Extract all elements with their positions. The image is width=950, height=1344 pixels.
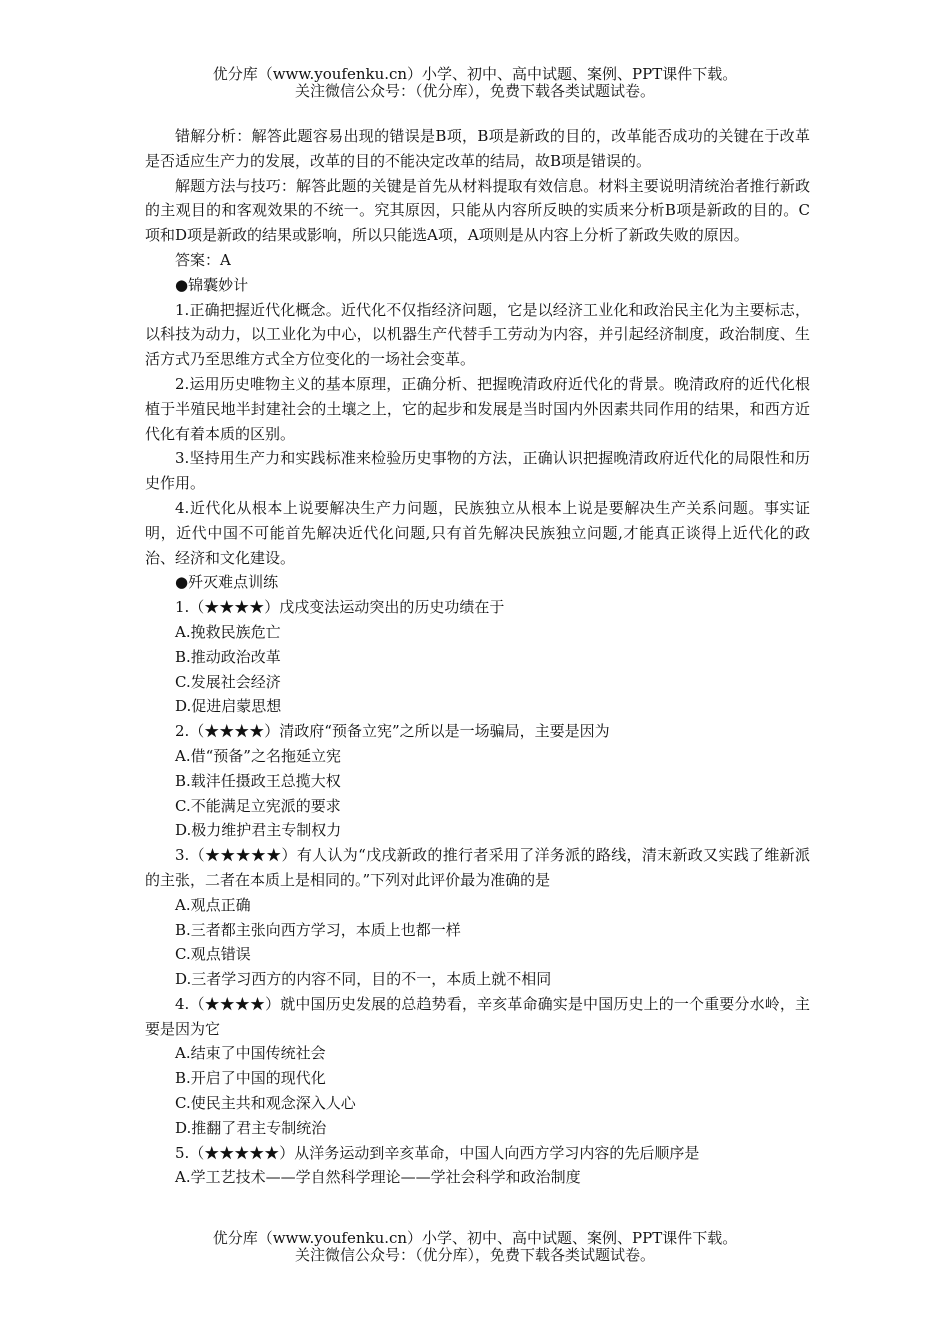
method-paragraph: 解题方法与技巧：解答此题的关键是首先从材料提取有效信息。材料主要说明清统治者推行新政的主观目的和客观效果的不统一。究其原因，只能从内容所反映的实质来分析B项是新政的目的。C项和D项是新政的结果或影响，所以只能选A项，A项则是从内容上分析了新政失败的原因。	[145, 176, 810, 245]
tip-item: 2.运用历史唯物主义的基本原理，正确分析、把握晚清政府近代化的背景。晚清政府的近代化根植于半殖民地半封建社会的土壤之上，它的起步和发展是当时国内外因素共同作用的结果，和西方近代化有着本质的区别。	[145, 374, 810, 443]
question-option: D.推翻了君主专制统治	[175, 1118, 327, 1137]
question-option: D.极力维护君主专制权力	[175, 821, 342, 840]
header-line-2: 关注微信公众号：（优分库），免费下载各类试题试卷。	[294, 82, 655, 100]
question-option: B.开启了中国的现代化	[175, 1069, 326, 1088]
header-line-1: 优分库（www.youfenku.cn）小学、初中、高中试题、案例、PPT课件下载。	[212, 65, 738, 83]
question-option: A.挽救民族危亡	[175, 622, 281, 641]
question-stem: 2.（★★★★）清政府“预备立宪”之所以是一场骗局，主要是因为	[175, 722, 610, 741]
question-stem: 5.（★★★★★）从洋务运动到辛亥革命，中国人向西方学习内容的先后顺序是	[175, 1143, 700, 1162]
question-option: C.不能满足立宪派的要求	[175, 796, 341, 815]
error-analysis-paragraph: 错解分析：解答此题容易出现的错误是B项，B项是新政的目的，改革能否成功的关键在于改革是否适应生产力的发展，改革的目的不能决定改革的结局，故B项是错误的。	[145, 127, 810, 170]
footer-line-1: 优分库（www.youfenku.cn）小学、初中、高中试题、案例、PPT课件下载。	[212, 1229, 738, 1247]
training-heading: ●歼灭难点训练	[175, 573, 279, 592]
tip-item: 1.正确把握近代化概念。近代化不仅指经济问题，它是以经济工业化和政治民主化为主要标志，以科技为动力，以工业化为中心，以机器生产代替手工劳动为内容，并引起经济制度，政治制度、生活方式乃至思维方式全方位变化的一场社会变革。	[145, 300, 810, 369]
question-stem: 1.（★★★★）戊戌变法运动突出的历史功绩在于	[175, 598, 505, 617]
footer-line-2: 关注微信公众号：（优分库），免费下载各类试题试卷。	[294, 1246, 655, 1264]
tips-heading: ●锦囊妙计	[175, 275, 249, 294]
question-option: C.观点错误	[175, 945, 251, 964]
answer-line: 答案：A	[175, 250, 231, 269]
tip-item: 4.近代化从根本上说要解决生产力问题，民族独立从根本上说是要解决生产关系问题。事实证明，近代中国不可能首先解决近代化问题,只有首先解决民族独立问题,才能真正谈得上近代化的政治、经济和文化建设。	[145, 498, 810, 567]
page-header	[0, 66, 950, 100]
question-option: A.结束了中国传统社会	[175, 1044, 326, 1063]
question-stem: 4.（★★★★）就中国历史发展的总趋势看，辛亥革命确实是中国历史上的一个重要分水岭，主要是因为它	[145, 994, 810, 1038]
question-option: D.三者学习西方的内容不同，目的不一，本质上就不相同	[175, 970, 552, 989]
question-option: D.促进启蒙思想	[175, 697, 282, 716]
question-option: B.载沣任摄政王总揽大权	[175, 771, 341, 790]
question-option: B.三者都主张向西方学习，本质上也都一样	[175, 920, 461, 939]
question-option: B.推动政治改革	[175, 647, 281, 666]
question-option: A.观点正确	[175, 895, 251, 914]
document-body	[145, 124, 810, 1190]
question-option: A.学工艺技术——学自然科学理论——学社会科学和政治制度	[175, 1168, 581, 1187]
question-option: C.使民主共和观念深入人心	[175, 1094, 356, 1113]
question-option: C.发展社会经济	[175, 672, 281, 691]
tip-item: 3.坚持用生产力和实践标准来检验历史事物的方法，正确认识把握晚清政府近代化的局限性和历史作用。	[145, 449, 810, 493]
question-stem: 3.（★★★★★）有人认为“戊戌新政的推行者采用了洋务派的路线，清末新政又实践了维新派的主张，二者在本质上是相同的。”下列对此评价最为准确的是	[145, 846, 810, 889]
page-footer	[0, 1230, 950, 1264]
question-option: A.借“预备”之名拖延立宪	[175, 746, 341, 765]
